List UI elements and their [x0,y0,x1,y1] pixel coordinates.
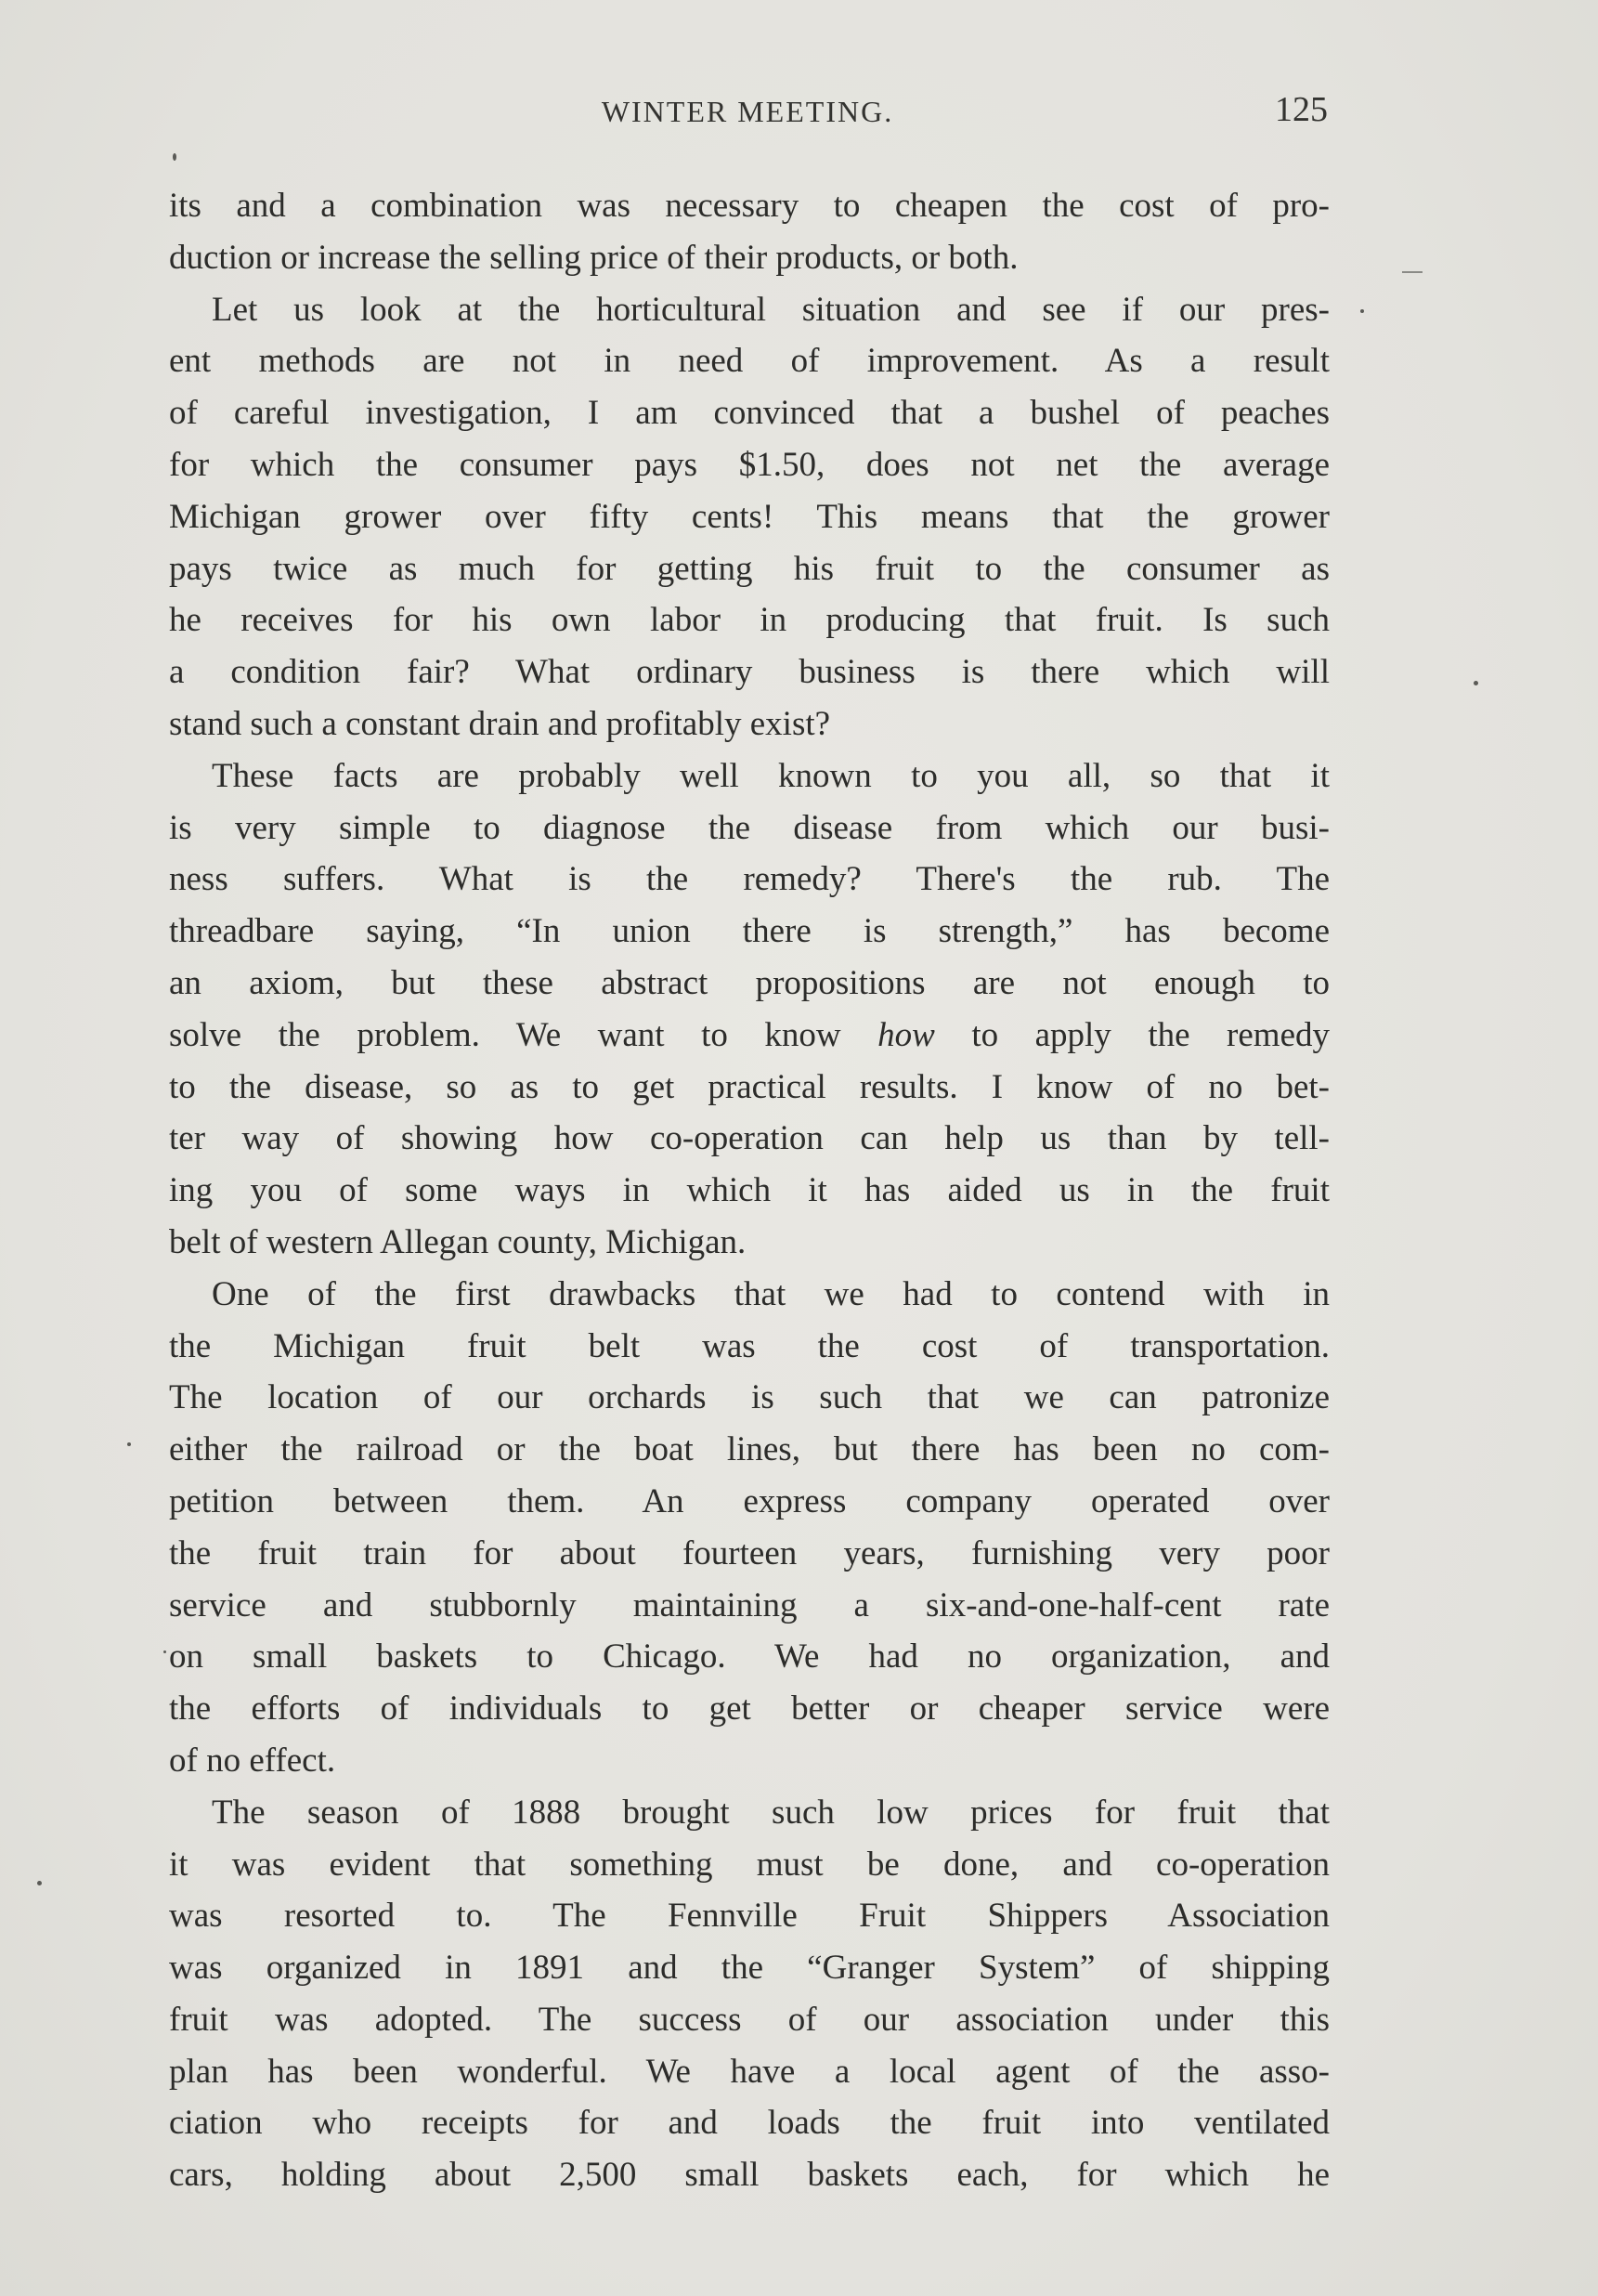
text-line: the efforts of individuals to get better or cheaper service were [169,1689,1330,1729]
text-run: solve the problem. We want to know [169,1015,878,1054]
text-line: cars, holding about 2,500 small baskets each, for which he [169,2156,1330,2195]
scan-speck [173,153,176,161]
text-line: The location of our orchards is such that we can patronize [169,1378,1330,1417]
paragraph [169,180,1330,284]
text-line: ciation who receipts for and loads the fruit into ventilated [169,2104,1330,2143]
text-line: of careful investigation, I am convinced that a bushel of peaches [169,394,1330,433]
text-line [169,1010,1330,1062]
scan-speck [163,1650,166,1653]
text-line: for which the consumer pays $1.50, does not net the average [169,445,1330,484]
running-head [167,89,1328,145]
text-line: plan has been wonderful. We have a local agent of the asso- [169,2052,1330,2091]
paragraph [169,1269,1330,1787]
text-line: either the railroad or the boat lines, but there has been no com- [169,1430,1330,1469]
text-line: stand such a constant drain and profitably exist? [169,704,831,743]
paragraph [169,1787,1330,2201]
text-line: is very simple to diagnose the disease from which our busi- [169,808,1330,847]
text-line: These facts are probably well known to you all, so that it [212,756,1330,795]
text-line: fruit was adopted. The success of our association under this [169,2000,1330,2039]
text-line: he receives for his own labor in producing that fruit. Is such [169,601,1330,640]
text-run: to apply the remedy [934,1015,1330,1054]
text-line: a condition fair? What ordinary business is there which will [169,653,1330,692]
text-line: the Michigan fruit belt was the cost of transportation. [169,1326,1330,1365]
italic-word: how [877,1015,935,1054]
text-line: it was evident that something must be done, and co-operation [169,1845,1330,1884]
text-line: of no effect. [169,1741,336,1780]
text-line: an axiom, but these abstract propositions are not enough to [169,963,1330,1002]
text-line: its and a combination was necessary to cheapen the cost of pro- [169,187,1330,225]
text-line: to the disease, so as to get practical results. I know of no bet- [169,1067,1330,1106]
running-title: WINTER MEETING. [601,95,894,128]
text-line: duction or increase the selling price of their products, or both. [169,238,1019,277]
text-line: was organized in 1891 and the “Granger System” of shipping [169,1949,1330,1988]
text-line: The season of 1888 brought such low prices for fruit that [212,1793,1330,1832]
text-line: threadbare saying, “In union there is strength,” has become [169,912,1330,951]
text-line: ter way of showing how co-operation can help us than by tell- [169,1119,1330,1158]
scan-speck [1360,309,1364,313]
scan-speck [1474,681,1478,685]
text-line: Let us look at the horticultural situation and see if our pres- [212,290,1330,329]
body-text [169,180,1330,2201]
text-line: petition between them. An express company operated over [169,1481,1330,1520]
scan-mark [1402,271,1423,273]
paragraph [169,284,1330,750]
text-line: One of the first drawbacks that we had to contend with in [212,1274,1330,1313]
text-line: was resorted to. The Fennville Fruit Shippers Association [169,1897,1330,1936]
text-line: ness suffers. What is the remedy? There's the rub. The [169,860,1330,899]
text-line: service and stubbornly maintaining a six-and-one-half-cent rate [169,1585,1330,1624]
scan-speck [127,1442,131,1446]
text-line: ent methods are not in need of improvement. As a result [169,342,1330,381]
page-number: 125 [1275,90,1328,129]
scan-speck [37,1881,42,1885]
text-line: the fruit train for about fourteen years, furnishing very poor [169,1533,1330,1572]
text-line: belt of western Allegan county, Michigan. [169,1222,747,1261]
text-line: on small baskets to Chicago. We had no organization, and [169,1637,1330,1676]
paragraph [169,750,1330,1269]
text-line: pays twice as much for getting his fruit to the consumer as [169,549,1330,588]
text-line: Michigan grower over fifty cents! This means that the grower [169,497,1330,536]
text-line: ing you of some ways in which it has aided us in the fruit [169,1171,1330,1210]
